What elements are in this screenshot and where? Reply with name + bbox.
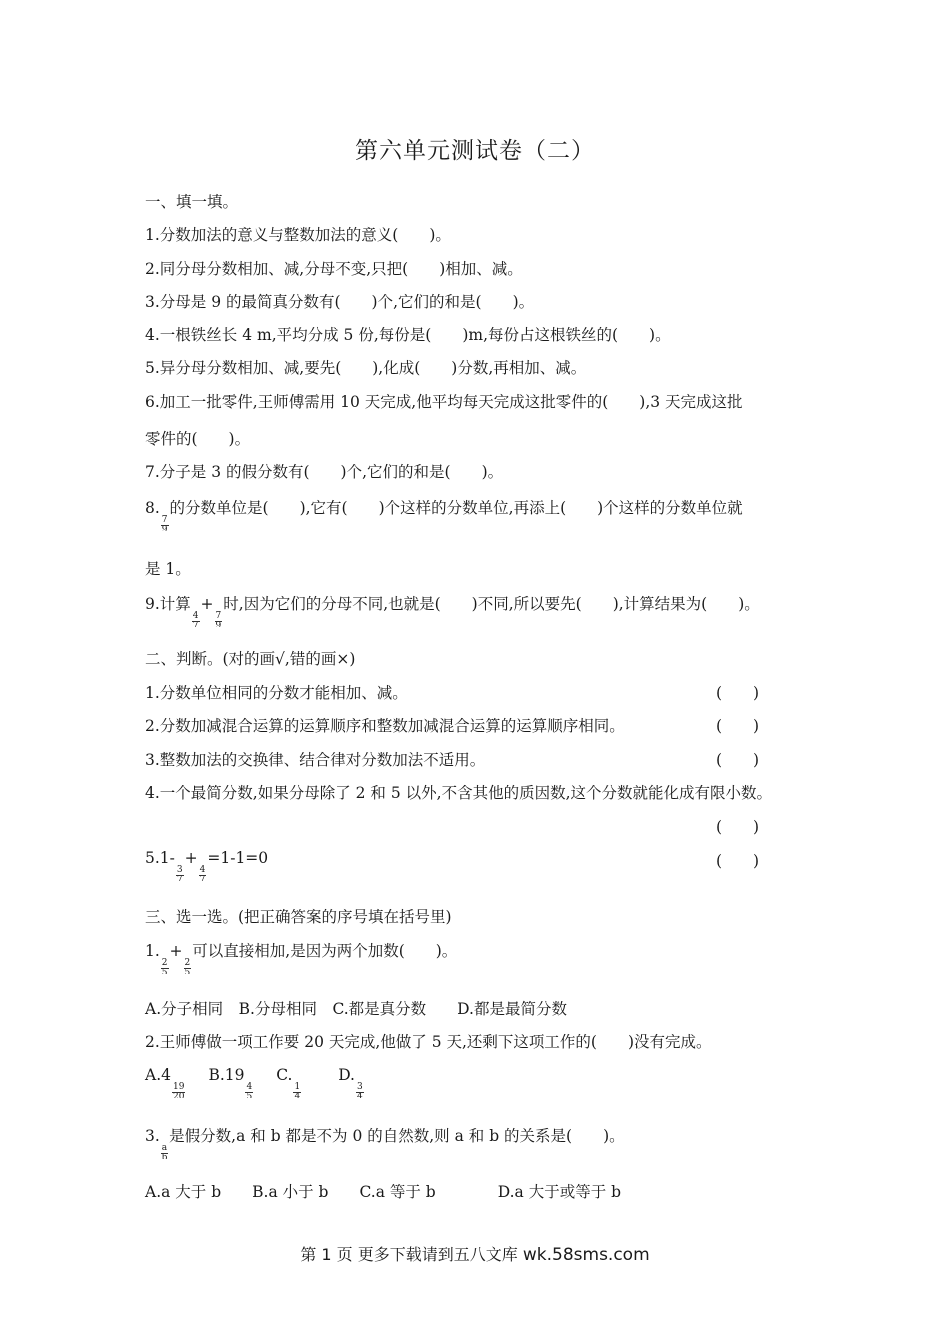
fraction xyxy=(161,959,169,974)
fraction-denominator: 4 xyxy=(294,1092,301,1098)
question-text: 可以直接相加,是因为两个加数( )。 xyxy=(192,942,458,960)
question-text: =1-1=0 xyxy=(207,849,269,867)
option-a: A.4 xyxy=(145,1066,171,1084)
fraction-denominator: 4 xyxy=(357,1092,363,1098)
question-2-4: 4.一个最简分数,如果分母除了 2 和 5 以外,不含其他的质因数,这个分数就能化成有限小数。 xyxy=(145,784,773,802)
answer-parentheses: ( ) xyxy=(716,684,760,702)
fraction-denominator: b xyxy=(161,1153,168,1159)
question-1-2: 2.同分母分数相加、减,分母不变,只把( )相加、减。 xyxy=(145,260,523,278)
fraction-numerator: 4 xyxy=(246,1081,253,1092)
fraction xyxy=(161,516,169,531)
question-text: 时,因为它们的分母不同,也就是( )不同,所以要先( ),计算结果为( )。 xyxy=(223,595,760,613)
page-footer xyxy=(0,1242,950,1265)
question-1-6: 6.加工一批零件,王师傅需用 10 天完成,他平均每天完成这批零件的( ),3 天完成这批 xyxy=(145,393,743,411)
answer-parentheses: ( ) xyxy=(716,818,760,836)
fraction xyxy=(215,612,223,627)
section-heading-fill-in: 一、填一填。 xyxy=(145,193,239,211)
option-d: D. xyxy=(338,1066,355,1084)
fraction-numerator: 3 xyxy=(357,1081,363,1092)
fraction xyxy=(172,1083,185,1098)
fraction-numerator: 7 xyxy=(215,610,222,621)
fraction-denominator: 7 xyxy=(176,875,183,881)
fraction-denominator: 9 xyxy=(161,525,168,531)
fraction-numerator: 2 xyxy=(161,957,168,968)
fraction-denominator: 20 xyxy=(172,1092,185,1098)
section-heading-choose: 三、选一选。(把正确答案的序号填在括号里) xyxy=(145,908,452,926)
question-number: 5.1- xyxy=(145,849,175,867)
question-3-1 xyxy=(145,939,458,974)
fraction xyxy=(192,612,200,627)
fraction xyxy=(176,866,184,881)
footer-site-link[interactable]: wk.58sms.com xyxy=(522,1245,650,1265)
fraction-numerator: a xyxy=(161,1142,168,1153)
fraction-denominator: 5 xyxy=(184,968,191,974)
fraction-numerator: 4 xyxy=(199,864,206,875)
fraction xyxy=(356,1083,364,1098)
fraction-numerator: 19 xyxy=(172,1081,185,1092)
fraction-numerator: 3 xyxy=(176,864,183,875)
fraction-denominator: 7 xyxy=(192,621,199,627)
question-1-7: 7.分子是 3 的假分数有( )个,它们的和是( )。 xyxy=(145,463,504,481)
answer-parentheses: ( ) xyxy=(716,852,760,870)
answer-parentheses: ( ) xyxy=(716,717,760,735)
plus-sign: + xyxy=(169,942,183,960)
fraction xyxy=(161,1144,168,1159)
fraction-denominator: 5 xyxy=(161,968,168,974)
fraction-numerator: 1 xyxy=(294,1081,301,1092)
answer-parentheses: ( ) xyxy=(716,751,760,769)
fraction-denominator: 9 xyxy=(215,621,222,627)
fraction xyxy=(293,1083,301,1098)
question-2-5 xyxy=(145,849,269,881)
fraction-denominator: 7 xyxy=(199,875,206,881)
question-1-9 xyxy=(145,592,760,627)
fraction xyxy=(199,866,207,881)
question-1-8-cont: 是 1。 xyxy=(145,560,191,578)
fraction-numerator: 4 xyxy=(192,610,199,621)
page-title: 第六单元测试卷（二） xyxy=(355,138,595,164)
question-2-1: 1.分数单位相同的分数才能相加、减。 xyxy=(145,684,408,702)
question-1-5: 5.异分母分数相加、减,要先( ),化成( )分数,再相加、减。 xyxy=(145,359,587,377)
footer-text: 第 1 页 更多下载请到五八文库 xyxy=(300,1245,518,1264)
fraction-numerator: 7 xyxy=(161,514,168,525)
question-number: 9.计算 xyxy=(145,595,191,613)
question-3-2: 2.王师傅做一项工作要 20 天完成,他做了 5 天,还剩下这项工作的( )没有完成。 xyxy=(145,1033,712,1051)
question-number: 1. xyxy=(145,942,160,960)
question-2-3: 3.整数加法的交换律、结合律对分数加法不适用。 xyxy=(145,751,486,769)
question-text: 的分数单位是( ),它有( )个这样的分数单位,再添上( )个这样的分数单位就 xyxy=(169,499,743,517)
question-1-8 xyxy=(145,496,743,531)
question-number: 8. xyxy=(145,499,160,517)
question-text: 是假分数,a 和 b 都是不为 0 的自然数,则 a 和 b 的关系是( )。 xyxy=(169,1127,625,1145)
fraction xyxy=(184,959,192,974)
question-3-2-options xyxy=(145,1066,365,1098)
question-1-1: 1.分数加法的意义与整数加法的意义( )。 xyxy=(145,226,451,244)
question-1-4: 4.一根铁丝长 4 m,平均分成 5 份,每份是( )m,每份占这根铁丝的( )。 xyxy=(145,326,671,344)
question-3-1-options: A.分子相同 B.分母相同 C.都是真分数 D.都是最简分数 xyxy=(145,1000,567,1018)
question-3-3 xyxy=(145,1124,625,1159)
question-number: 3. xyxy=(145,1127,160,1145)
fraction-numerator: 2 xyxy=(184,957,191,968)
plus-sign: + xyxy=(200,595,214,613)
fraction xyxy=(245,1083,253,1098)
question-2-2: 2.分数加减混合运算的运算顺序和整数加减混合运算的运算顺序相同。 xyxy=(145,717,625,735)
option-c: C. xyxy=(276,1066,293,1084)
question-1-3: 3.分母是 9 的最简真分数有( )个,它们的和是( )。 xyxy=(145,293,535,311)
plus-sign: + xyxy=(184,849,198,867)
section-heading-judge: 二、判断。(对的画√,错的画×) xyxy=(145,650,356,668)
question-1-6-cont: 零件的( )。 xyxy=(145,430,251,448)
option-b: B.19 xyxy=(208,1066,245,1084)
question-3-3-options: A.a 大于 b B.a 小于 b C.a 等于 b D.a 大于或等于 b xyxy=(145,1183,622,1201)
fraction-denominator: 5 xyxy=(246,1092,253,1098)
